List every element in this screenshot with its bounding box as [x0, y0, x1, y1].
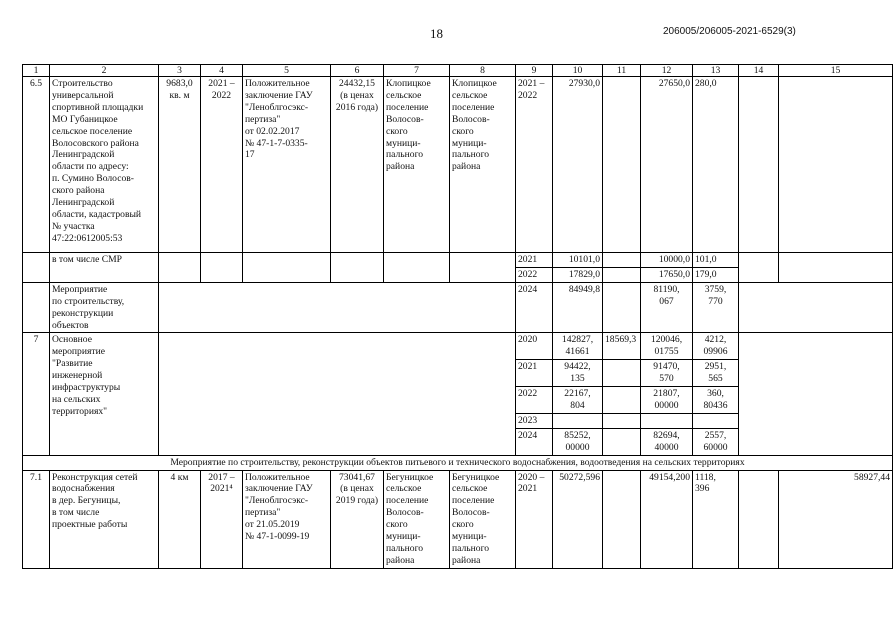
year: 2024 — [516, 428, 553, 455]
federal-amount — [603, 77, 641, 253]
col-num: 7 — [384, 65, 450, 77]
federal-amount — [603, 253, 641, 268]
program-table — [22, 64, 893, 569]
measure-label: Мероприятие по строительству, реконструкции объектов — [50, 282, 159, 333]
year: 2022 — [516, 267, 553, 282]
table-row-6-5 — [23, 77, 893, 253]
regional-amount: 10000,0 — [641, 253, 693, 268]
federal-amount — [603, 470, 641, 568]
local-amount: 1118, 396 — [693, 470, 739, 568]
capacity: 9683,0 кв. м — [159, 77, 201, 253]
empty-merged-cell — [159, 333, 516, 455]
table-row-measure — [23, 282, 893, 333]
customer: Клопицкое сельское поселение Волосов- ского муници- пального района — [384, 77, 450, 253]
federal-amount — [603, 413, 641, 428]
total-amount: 10101,0 — [553, 253, 603, 268]
empty-cell — [23, 253, 50, 283]
local-amount: 2951, 565 — [693, 360, 739, 387]
empty-cell — [779, 253, 893, 283]
col-15-cell — [779, 77, 893, 253]
smr-label: в том числе СМР — [50, 253, 159, 283]
col-num: 5 — [243, 65, 331, 77]
local-amount: 360, 80436 — [693, 387, 739, 414]
local-amount: 101,0 — [693, 253, 739, 268]
table-row-smr — [23, 253, 893, 268]
expertise: Положительное заключение ГАУ "Леноблгосэкс- пертиза" от 02.02.2017 № 47-1-7-0335- 17 — [243, 77, 331, 253]
local-amount: 2557, 60000 — [693, 428, 739, 455]
col-num: 12 — [641, 65, 693, 77]
local-amount: 280,0 — [693, 77, 739, 253]
col-15-value: 58927,44 — [779, 470, 893, 568]
col-num: 6 — [331, 65, 384, 77]
empty-cell — [450, 253, 516, 283]
col-num: 13 — [693, 65, 739, 77]
empty-cell — [159, 253, 201, 283]
regional-amount: 81190, 067 — [641, 282, 693, 333]
col-num: 9 — [516, 65, 553, 77]
object-name: Строительство универсальной спортивной площадки МО Губаницкое сельское поселение Волосовского района Ленинградской области по адресу: п. Сумино Волосов- ского района Ленинградской области, кадастровый № участка 47:22:0612005:53 — [50, 77, 159, 253]
empty-cell — [201, 253, 243, 283]
total-amount: 85252, 00000 — [553, 428, 603, 455]
year: 2020 — [516, 333, 553, 360]
table-row-7-1 — [23, 470, 893, 568]
local-amount: 179,0 — [693, 267, 739, 282]
col-num: 1 — [23, 65, 50, 77]
developer: Клопицкое сельское поселение Волосов- ского муници- пального района — [450, 77, 516, 253]
empty-cell — [23, 282, 50, 333]
col-num: 11 — [603, 65, 641, 77]
page-number: 18 — [430, 26, 443, 41]
empty-cell — [739, 253, 779, 283]
main-measure-label: Основное мероприятие "Развитие инженерной инфраструктуры на сельских территориях" — [50, 333, 159, 455]
object-name: Реконструкция сетей водоснабжения в дер. Бегуницы, в том числе проектные работы — [50, 470, 159, 568]
col-num: 2 — [50, 65, 159, 77]
federal-amount — [603, 428, 641, 455]
federal-amount — [603, 267, 641, 282]
year: 2024 — [516, 282, 553, 333]
total-amount: 22167, 804 — [553, 387, 603, 414]
estimated-cost: 24432,15 (в ценах 2016 года) — [331, 77, 384, 253]
total-amount: 94422, 135 — [553, 360, 603, 387]
regional-amount — [641, 413, 693, 428]
expertise: Положительное заключение ГАУ "Леноблгосэкс- пертиза" от 21.05.2019 № 47-1-0099-19 — [243, 470, 331, 568]
period: 2021 – 2022 — [201, 77, 243, 253]
year: 2021 — [516, 253, 553, 268]
col-num: 10 — [553, 65, 603, 77]
regional-amount: 91470, 570 — [641, 360, 693, 387]
total-amount: 84949,8 — [553, 282, 603, 333]
capacity: 4 км — [159, 470, 201, 568]
col-14-cell — [739, 470, 779, 568]
empty-cell — [331, 253, 384, 283]
total-amount: 27930,0 — [553, 77, 603, 253]
regional-amount: 49154,200 — [641, 470, 693, 568]
col-num: 4 — [201, 65, 243, 77]
regional-amount: 120046, 01755 — [641, 333, 693, 360]
total-amount: 50272,596 — [553, 470, 603, 568]
total-amount: 142827, 41661 — [553, 333, 603, 360]
section-header-row — [23, 455, 893, 470]
document-id: 206005/206005-2021-6529(3) — [663, 26, 796, 37]
year: 2021 — [516, 360, 553, 387]
developer: Бегуницкое сельское поселение Волосов- ского муници- пального района — [450, 470, 516, 568]
year: 2021 – 2022 — [516, 77, 553, 253]
estimated-cost: 73041,67 (в ценах 2019 года) — [331, 470, 384, 568]
regional-amount: 21807, 00000 — [641, 387, 693, 414]
year: 2022 — [516, 387, 553, 414]
col-num: 8 — [450, 65, 516, 77]
local-amount — [693, 413, 739, 428]
regional-amount: 82694, 40000 — [641, 428, 693, 455]
customer: Бегуницкое сельское поселение Волосов- ского муници- пального района — [384, 470, 450, 568]
row-number: 6.5 — [23, 77, 50, 253]
empty-cell — [243, 253, 331, 283]
federal-amount — [603, 360, 641, 387]
total-amount — [553, 413, 603, 428]
federal-amount: 18569,3 — [603, 333, 641, 360]
local-amount: 3759, 770 — [693, 282, 739, 333]
regional-amount: 17650,0 — [641, 267, 693, 282]
column-numbers-row — [23, 65, 893, 77]
col-14-cell — [739, 77, 779, 253]
section-header: Мероприятие по строительству, реконструкции объектов питьевого и технического водоснабжения, водоотведения на сельских территориях — [23, 455, 893, 470]
row-number: 7 — [23, 333, 50, 455]
local-amount: 4212, 09906 — [693, 333, 739, 360]
empty-merged-cell — [159, 282, 516, 333]
col-num: 15 — [779, 65, 893, 77]
year: 2020 – 2021 — [516, 470, 553, 568]
empty-merged-cell — [739, 333, 893, 455]
col-num: 14 — [739, 65, 779, 77]
total-amount: 17829,0 — [553, 267, 603, 282]
federal-amount — [603, 282, 641, 333]
table-row-7 — [23, 333, 893, 360]
row-number: 7.1 — [23, 470, 50, 568]
col-num: 3 — [159, 65, 201, 77]
regional-amount: 27650,0 — [641, 77, 693, 253]
empty-cell — [384, 253, 450, 283]
empty-merged-cell — [739, 282, 893, 333]
year: 2023 — [516, 413, 553, 428]
period: 2017 – 2021⁴ — [201, 470, 243, 568]
federal-amount — [603, 387, 641, 414]
